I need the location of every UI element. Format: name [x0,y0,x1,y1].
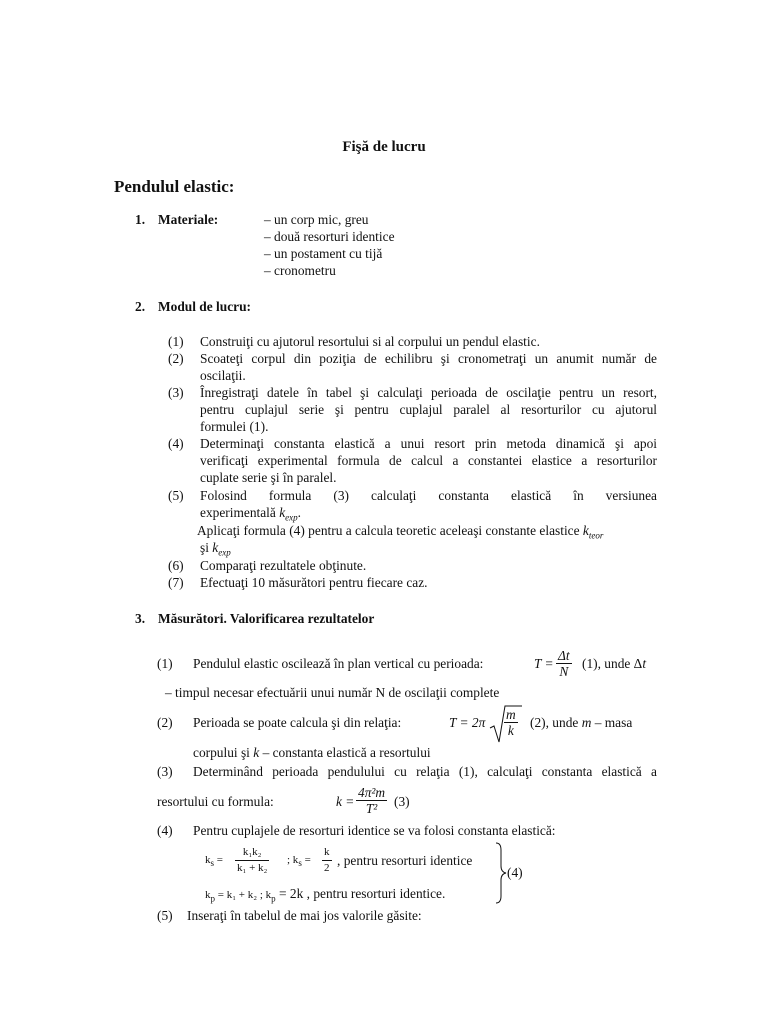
measure-text: Determinând perioada pendulului cu relaţia (1), calculaţi constanta elastică a [193,764,657,779]
materials-item: – cronometru [264,263,336,278]
formula-ref: (3) [394,794,410,809]
formula-lhs: T = [534,656,554,671]
measure-text: Pentru cuplajele de resorturi identice se va folosi constanta elastică: [193,823,556,838]
step-text: experimentală $k_{exp}$. [200,505,301,523]
formula-ks: $k_s$ = [205,854,223,869]
materials-item: – un postament cu tijă [264,246,383,261]
formula-ref: (2), unde m – masa [530,715,633,730]
step-text: formulei (1). [200,419,269,434]
step-number: (5) [168,488,184,503]
step-text: şi $k_{exp}$ [200,540,231,558]
measure-number: (2) [157,715,173,730]
brace-icon [494,842,508,904]
step-number: (3) [168,385,184,400]
step-number: (6) [168,558,184,573]
step-number: (1) [168,334,184,349]
section3-number: 3. [135,611,146,626]
measure-number: (4) [157,823,173,838]
step-text: Folosind formula (3) calculaţi constanta elastică în versiunea [200,488,657,503]
formula-ref: (4) [507,865,523,880]
section2-number: 2. [135,299,146,314]
formula-fraction: $\frac{\text{4π²m}}{\text{T²}}$ [358,785,386,816]
materials-item: – două resorturi identice [264,229,395,244]
measure-number: (5) [157,908,173,923]
materials-item: – un corp mic, greu [264,212,369,227]
formula-fraction: $\frac{\Delta t}{N}$ [558,648,570,679]
section-heading: Pendulul elastic: [114,177,235,196]
step-number: (7) [168,575,184,590]
formula-lhs: k = [336,794,355,809]
step-text: Aplicaţi formula (4) pentru a calcula teoretic aceleaşi constante elastice $k_{teor}$ [197,523,604,541]
formula-lhs: T = 2π [449,715,486,730]
measure-number: (3) [157,764,173,779]
section1-number: 1. [135,212,146,227]
formula-fraction: $\frac{m}{k}$ [506,707,516,738]
measure-text: Inseraţi în tabelul de mai jos valorile găsite: [187,908,422,923]
step-text: Scoateţi corpul din poziţia de echilibru şi cronometraţi un anumit număr de [200,351,657,366]
step-text: Înregistraţi datele în tabel şi calculaţi perioada de oscilaţie pentru un resort, [200,385,657,400]
section2-label: Modul de lucru: [158,299,251,314]
formula-ref: (1), unde Δt [582,656,647,671]
formula-fraction: $\frac{\text{k₁k₂}}{\text{k₁ + k₂}}$ [237,846,268,874]
step-text: oscilaţii. [200,368,246,383]
measure-text: Perioada se poate calcula şi din relaţia: [193,715,402,730]
formula-ks2: ; $k_s$ = [287,854,311,869]
formula-kp: $k_p = k_1 + k_2$ ; $k_p = 2k$ , pentru resorturi identice. [205,886,446,904]
section1-label: Materiale: [158,212,219,227]
step-text: Construiţi cu ajutorul resortului si al corpului un pendul elastic. [200,334,540,349]
section3-label: Măsurători. Valorificarea rezultatelor [158,611,375,626]
measure-text: resortului cu formula: [157,794,274,809]
step-text: verificaţi experimental formula de calcul a constantei elastice a resorturilor [200,453,657,468]
step-text: Determinaţi constanta elastică a unui resort prin metoda dinamică şi apoi [200,436,657,451]
formula-note: , pentru resorturi identice [337,853,473,868]
step-number: (4) [168,436,184,451]
formula-fraction: $\frac{k}{2}$ [324,846,330,874]
measure-text: Pendulul elastic oscilează în plan vertical cu perioada: [193,656,484,671]
step-text: pentru cuplajul serie şi pentru cuplajul paralel al resorturilor cu ajutorul [200,402,657,417]
measure-number: (1) [157,656,173,671]
measure-text: corpului şi k – constanta elastică a resortului [193,745,431,760]
step-text: Comparaţi rezultatele obţinute. [200,558,367,573]
step-number: (2) [168,351,184,366]
measure-text: – timpul necesar efectuării unui număr N de oscilaţii complete [165,685,500,700]
step-text: Efectuaţi 10 măsurători pentru fiecare caz. [200,575,428,590]
step-text: cuplate serie şi în paralel. [200,470,337,485]
page-title: Fişă de lucru [342,139,426,155]
